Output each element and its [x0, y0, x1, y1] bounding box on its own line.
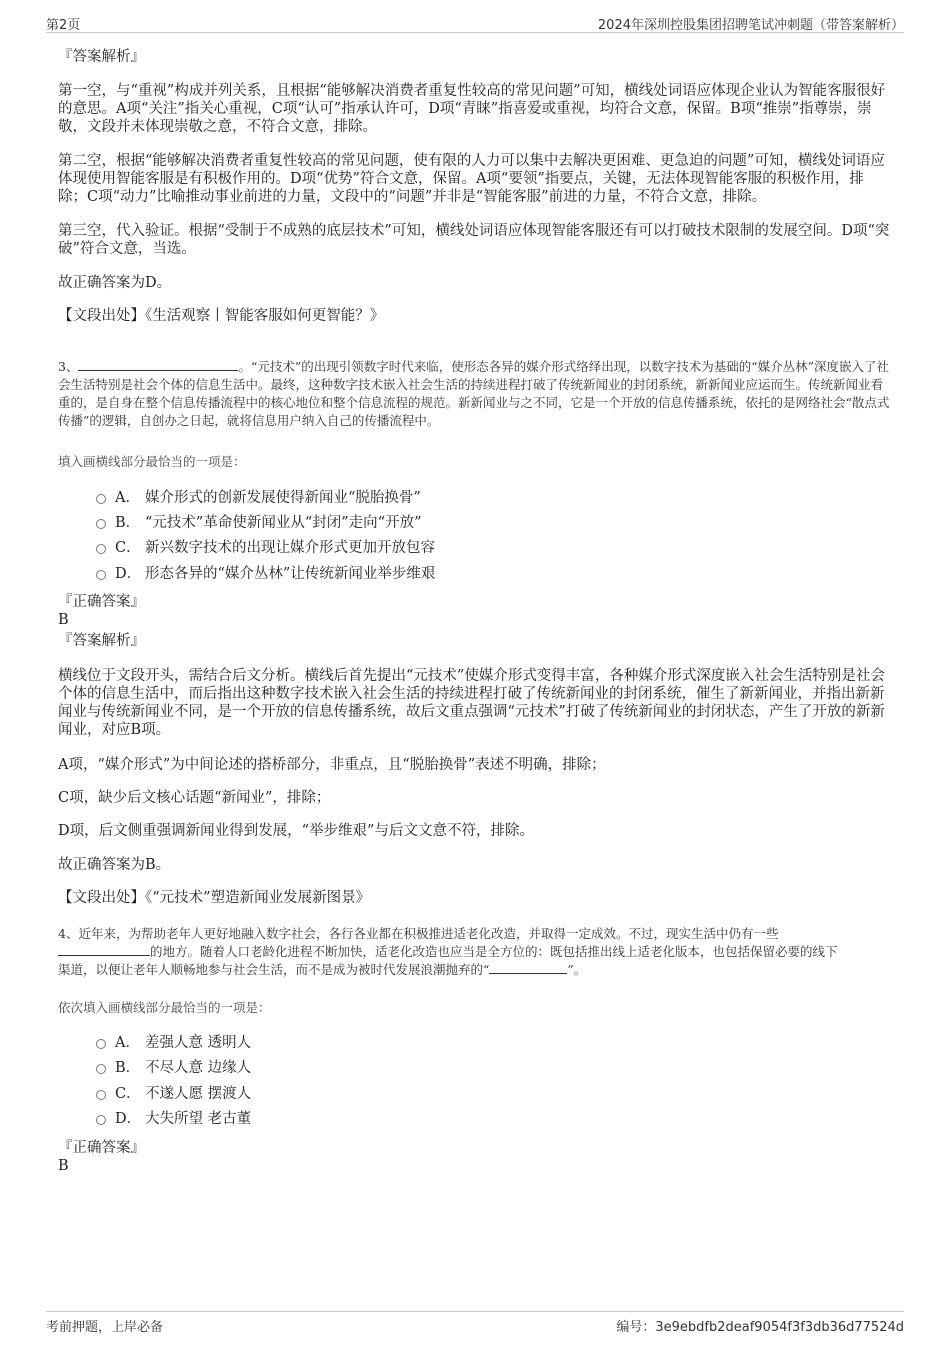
q3-number: 3、 — [58, 359, 79, 374]
radio-icon[interactable] — [96, 1039, 106, 1049]
q2-source: 【文段出处】《生活观察丨智能客服如何更智能？》 — [58, 308, 385, 324]
radio-icon[interactable] — [96, 1115, 106, 1125]
q4-option-d[interactable]: D． 大失所望 老古董 — [96, 1109, 251, 1129]
q4-answer-label: 『正确答案』 — [58, 1140, 145, 1156]
q4-option-b[interactable]: B． 不尽人意 边缘人 — [96, 1058, 251, 1078]
q3-analysis-para3: C项，缺少后文核心话题“新闻业”，排除； — [58, 790, 331, 806]
q3-answer: B — [58, 612, 69, 628]
q2-analysis-para3: 第三空，代入验证。根据“受制于不成熟的底层技术”可知，横线处词语应体现智能客服还有可以打破技术限制的发展空间。D项“突破”符合文意，当选。 — [58, 223, 890, 257]
radio-icon[interactable] — [96, 519, 106, 529]
q3-option-b[interactable]: B． “元技术”革命使新闻业从“封闭”走向“开放” — [96, 513, 421, 533]
q3-analysis-para4: D项，后文侧重强调新闻业得到发展，“举步维艰”与后文文意不符，排除。 — [58, 823, 534, 839]
q2-conclusion: 故正确答案为D。 — [58, 275, 172, 291]
q4-stem-line3: 渠道，以便让老年人顺畅地参与社会生活，而不是成为被时代发展浪潮抛弃的“ ”。 — [58, 962, 587, 977]
page-footer — [46, 1311, 904, 1334]
q3-option-c[interactable]: C． 新兴数字技术的出现让媒介形式更加开放包容 — [96, 538, 435, 558]
q3-analysis-para2: A项，“媒介形式”为中间论述的搭桥部分，非重点，且“脱胎换骨”表述不明确，排除； — [58, 757, 606, 773]
q3-option-a[interactable]: A． 媒介形式的创新发展使得新闻业“脱胎换骨” — [96, 488, 421, 508]
q3-conclusion: 故正确答案为B。 — [58, 857, 171, 873]
q4-answer: B — [58, 1158, 69, 1174]
q4-stem-line1: 4、近年来，为帮助老年人更好地融入数字社会，各行各业都在积极推进适老化改造，并取得一定成效。不过，现实生活中仍有一些 — [58, 926, 779, 941]
q4-blank-1 — [58, 943, 150, 956]
q4-option-c[interactable]: C． 不遂人愿 摆渡人 — [96, 1084, 251, 1104]
q3-stem — [58, 358, 890, 430]
radio-icon[interactable] — [96, 1090, 106, 1100]
q3-prompt: 填入画横线部分最恰当的一项是： — [58, 454, 246, 469]
q2-analysis-label: 『答案解析』 — [58, 49, 145, 65]
q2-analysis-para2: 第二空，根据“能够解决消费者重复性较高的常见问题，使有限的人力可以集中去解决更困难、更急迫的问题”可知，横线处词语应体现使用智能客服是有积极作用的。D项“优势”符合文意，保留。A项“要领”指要点，关键，无法体现智能客服的积极作用，排除；C项“动力”比喻推动事业前进的力量，文段中的“问题”并非是“智能客服”前进的力量，不符合文意，排除。 — [58, 153, 885, 205]
footer-serial: 编号：3e9ebdfb2deaf9054f3f3db36d77524d — [616, 1320, 904, 1335]
q4-option-a[interactable]: A． 差强人意 透明人 — [96, 1033, 251, 1053]
radio-icon[interactable] — [96, 494, 106, 504]
radio-icon[interactable] — [96, 1064, 106, 1074]
q4-stem-line2: 的地方。随着人口老龄化进程不断加快，适老化改造也应当是全方位的：既包括推出线上适老化版本，也包括保留必要的线下 — [58, 943, 890, 961]
radio-icon[interactable] — [96, 570, 106, 580]
q3-option-d[interactable]: D． 形态各异的“媒介丛林”让传统新闻业举步维艰 — [96, 564, 435, 584]
q3-analysis-para1: 横线位于文段开头，需结合后文分析。横线后首先提出“元技术”使媒介形式变得丰富，各种媒介形式深度嵌入社会生活特别是社会个体的信息生活中，而后指出这种数字技术嵌入社会生活的持续进程打破了传统新闻业的封闭系统，催生了新新闻业，并指出新新闻业与传统新闻业不同，是一个开放的信息传播系统，故后文重点强调“元技术”打破了传统新闻业的封闭状态，产生了开放的新新闻业，对应B项。 — [58, 668, 885, 738]
page-header — [46, 12, 904, 33]
q3-stem-text: 。“元技术”的出现引领数字时代来临，使形态各异的媒介形式络绎出现，以数字技术为基础的“媒介丛林”深度嵌入了社会生活特别是社会个体的信息生活中。最终，这种数字技术嵌入社会生活的持续进程打破了传统新闻业的封闭系统，新新闻业应运而生。传统新闻业看重的，是自身在整个信息传播流程中的核心地位和整个信息流程的规范。新新闻业与之不同，它是一个开放的信息传播系统，依托的是网络社会“散点式传播”的逻辑，自创办之日起，就将信息用户纳入自己的传播流程中。 — [58, 359, 890, 428]
footer-slogan: 考前押题，上岸必备 — [46, 1320, 164, 1335]
q4-prompt: 依次填入画横线部分最恰当的一项是： — [58, 1000, 271, 1015]
radio-icon[interactable] — [96, 544, 106, 554]
q3-analysis-label: 『答案解析』 — [58, 633, 145, 649]
q3-answer-label: 『正确答案』 — [58, 594, 145, 610]
document-title: 2024年深圳控股集团招聘笔试冲刺题（带答案解析） — [597, 18, 904, 33]
q3-blank — [78, 358, 238, 371]
q3-source: 【文段出处】《“元技术”塑造新闻业发展新图景》 — [58, 890, 371, 906]
q2-analysis-para1: 第一空，与“重视”构成并列关系，且根据“能够解决消费者重复性较高的常见问题”可知，横线处词语应体现企业认为智能客服很好的意思。A项“关注”指关心重视，C项“认可”指承认许可，D项“青睐”指喜爱或重视，均符合文意，保留。B项“推崇”指尊崇，崇敬，文段并未体现崇敬之意，不符合文意，排除。 — [58, 83, 886, 135]
page-number: 第2页 — [46, 18, 81, 33]
q4-blank-2 — [489, 961, 567, 974]
